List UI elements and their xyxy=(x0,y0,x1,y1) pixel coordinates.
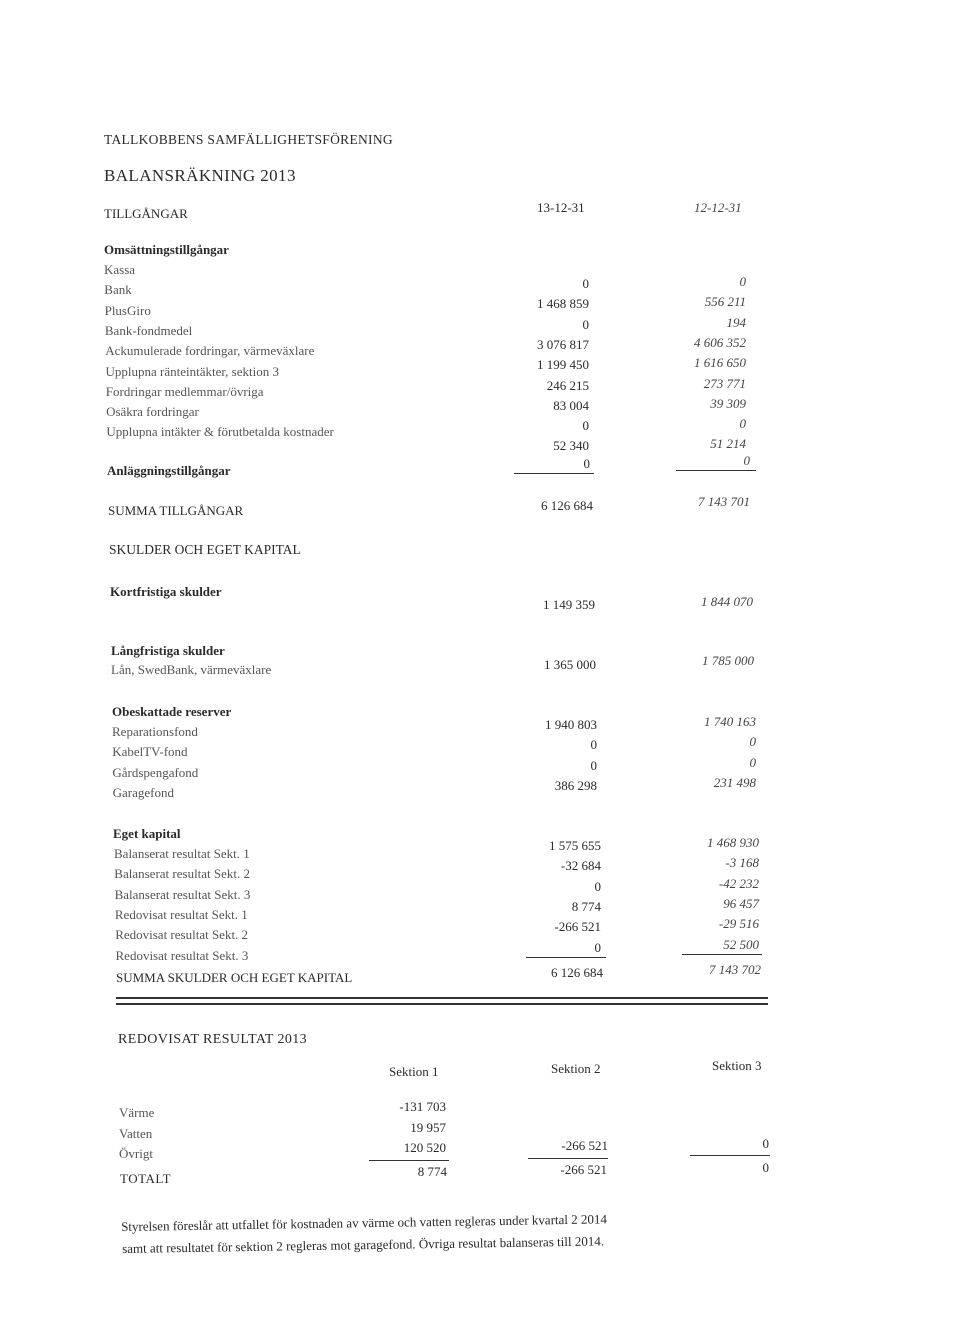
result-title: REDOVISAT RESULTAT 2013 xyxy=(118,1032,308,1047)
equity-row-current: -266 521 xyxy=(554,919,601,935)
asset-row-previous: 0 xyxy=(739,416,746,432)
result-rule-1 xyxy=(369,1160,449,1161)
equity-rule-previous xyxy=(682,954,762,955)
section-header-3: Sektion 3 xyxy=(712,1058,762,1073)
long-term-current: 1 365 000 xyxy=(544,657,596,672)
equity-row-current: -32 684 xyxy=(560,858,601,874)
short-term-heading: Kortfristiga skulder xyxy=(110,584,222,599)
note-line-2: samt att resultatet för sektion 2 regleras mot garagefond. Övriga resultat balanseras till 2014. xyxy=(122,1233,605,1256)
total-assets-label: SUMMA TILLGÅNGAR xyxy=(108,503,244,518)
equity-row-label: Balanserat resultat Sekt. 2 xyxy=(114,866,251,882)
result-row-label: Övrigt xyxy=(119,1146,153,1161)
total-liabilities-previous: 7 143 702 xyxy=(709,962,761,977)
asset-row-current: 0 xyxy=(582,418,589,434)
reserve-row-label: Reparationsfond xyxy=(112,724,198,739)
asset-row-previous: 194 xyxy=(726,314,746,330)
asset-row-label: PlusGiro xyxy=(104,302,151,318)
asset-row-previous: 4 606 352 xyxy=(694,334,746,350)
long-term-previous: 1 785 000 xyxy=(702,653,754,668)
equity-row-label: Redovisat resultat Sekt. 2 xyxy=(115,927,249,943)
result-row-section-2: -266 521 xyxy=(561,1138,608,1153)
result-rule-3 xyxy=(690,1155,770,1156)
reserve-row-current: 386 298 xyxy=(554,777,597,793)
reserve-row-current: 0 xyxy=(590,757,597,773)
equity-row-previous: 1 468 930 xyxy=(707,835,759,850)
asset-row-label: Fordringar medlemmar/övriga xyxy=(105,383,264,399)
fixed-assets-current: 0 xyxy=(583,456,590,471)
result-total-section-3: 0 xyxy=(762,1160,769,1175)
equity-row-current: 1 575 655 xyxy=(549,838,601,853)
reserve-row-current: 1 940 803 xyxy=(545,717,597,732)
asset-row-label: Kassa xyxy=(104,262,136,277)
total-assets-previous: 7 143 701 xyxy=(698,494,750,509)
reserve-row-current: 0 xyxy=(590,737,597,753)
reserve-row-label: Gårdspengafond xyxy=(112,764,199,780)
note-line-1: Styrelsen föreslår att utfallet för kostnaden av värme och vatten regleras under kvartal 2 2014 xyxy=(121,1211,608,1234)
short-term-previous: 1 844 070 xyxy=(701,594,753,609)
organization-name: TALLKOBBENS SAMFÄLLIGHETSFÖRENING xyxy=(104,132,393,147)
liabilities-heading: SKULDER OCH EGET KAPITAL xyxy=(109,542,301,557)
asset-row-current: 246 215 xyxy=(546,377,589,393)
total-liabilities-current: 6 126 684 xyxy=(551,965,603,980)
asset-row-label: Bank xyxy=(104,282,132,298)
reserve-row-label: KabelTV-fond xyxy=(112,744,188,760)
equity-rule-current xyxy=(526,957,606,958)
section-header-1: Sektion 1 xyxy=(389,1064,439,1079)
equity-row-current: 8 774 xyxy=(571,898,601,914)
equity-row-previous: 52 500 xyxy=(723,936,759,952)
result-row-label: Vatten xyxy=(119,1125,153,1141)
asset-row-current: 0 xyxy=(582,276,589,291)
total-assets-current: 6 126 684 xyxy=(541,498,593,513)
equity-row-previous: -29 516 xyxy=(718,916,759,932)
result-row-section-1: 19 957 xyxy=(410,1119,446,1135)
section-divider-top xyxy=(116,997,768,999)
asset-row-current: 1 468 859 xyxy=(537,296,589,312)
column-header-current: 13-12-31 xyxy=(537,200,585,215)
equity-row-current: 0 xyxy=(594,878,601,894)
reserve-row-previous: 231 498 xyxy=(713,774,756,790)
reserves-heading: Obeskattade reserver xyxy=(112,704,232,719)
asset-row-previous: 39 309 xyxy=(710,395,746,411)
asset-row-current: 52 340 xyxy=(553,438,589,454)
asset-row-current: 1 199 450 xyxy=(537,357,589,373)
result-row-section-1: 120 520 xyxy=(403,1140,446,1155)
asset-row-current: 83 004 xyxy=(553,397,589,413)
section-divider-bottom xyxy=(116,1003,768,1005)
asset-row-previous: 556 211 xyxy=(704,294,746,310)
column-header-previous: 12-12-31 xyxy=(694,200,742,215)
asset-row-previous: 0 xyxy=(739,274,746,289)
asset-row-previous: 1 616 650 xyxy=(694,355,746,371)
section-header-2: Sektion 2 xyxy=(551,1061,601,1076)
asset-row-label: Upplupna ränteintäkter, sektion 3 xyxy=(105,363,279,379)
result-total-section-1: 8 774 xyxy=(417,1164,447,1179)
result-row-section-1: -131 703 xyxy=(399,1099,446,1114)
asset-row-current: 0 xyxy=(582,316,589,332)
long-term-heading: Långfristiga skulder xyxy=(111,643,225,658)
page-title: BALANSRÄKNING 2013 xyxy=(104,166,296,185)
equity-row-previous: 96 457 xyxy=(723,895,759,911)
result-total-section-2: -266 521 xyxy=(560,1162,607,1177)
result-total-label: TOTALT xyxy=(120,1171,172,1186)
result-rule-2 xyxy=(528,1158,608,1159)
long-term-loan-label: Lån, SwedBank, värmeväxlare xyxy=(111,662,272,677)
asset-row-label: Bank-fondmedel xyxy=(104,322,193,338)
short-term-current: 1 149 359 xyxy=(543,597,595,612)
result-row-label: Värme xyxy=(119,1105,155,1120)
equity-row-label: Balanserat resultat Sekt. 3 xyxy=(114,886,251,902)
fixed-assets-previous: 0 xyxy=(743,453,750,468)
asset-row-label: Upplupna intäkter & förutbetalda kostnader xyxy=(106,424,334,440)
equity-row-current: 0 xyxy=(594,939,601,955)
equity-row-previous: -3 168 xyxy=(725,855,759,871)
asset-row-previous: 273 771 xyxy=(703,375,746,391)
current-assets-heading: Omsättningstillgångar xyxy=(104,242,229,257)
assets-heading: TILLGÅNGAR xyxy=(104,206,188,221)
reserve-row-previous: 0 xyxy=(749,754,756,770)
equity-heading: Eget kapital xyxy=(113,826,181,841)
reserve-row-label: Garagefond xyxy=(112,784,174,800)
fixed-assets-rule-previous xyxy=(676,470,756,471)
total-liabilities-label: SUMMA SKULDER OCH EGET KAPITAL xyxy=(116,970,353,985)
fixed-assets-heading: Anläggningstillgångar xyxy=(107,463,231,478)
asset-row-label: Osäkra fordringar xyxy=(106,404,199,420)
asset-row-previous: 51 214 xyxy=(710,436,746,452)
asset-row-label: Ackumulerade fordringar, värmeväxlare xyxy=(105,343,315,359)
asset-row-current: 3 076 817 xyxy=(537,336,589,352)
equity-row-previous: -42 232 xyxy=(718,875,759,891)
fixed-assets-rule-current xyxy=(514,473,594,474)
equity-row-label: Redovisat resultat Sekt. 1 xyxy=(114,906,248,922)
equity-row-label: Balanserat resultat Sekt. 1 xyxy=(114,846,250,861)
reserve-row-previous: 1 740 163 xyxy=(704,714,756,729)
equity-row-label: Redovisat resultat Sekt. 3 xyxy=(115,947,249,963)
reserve-row-previous: 0 xyxy=(749,734,756,750)
result-row-section-3: 0 xyxy=(762,1136,769,1151)
